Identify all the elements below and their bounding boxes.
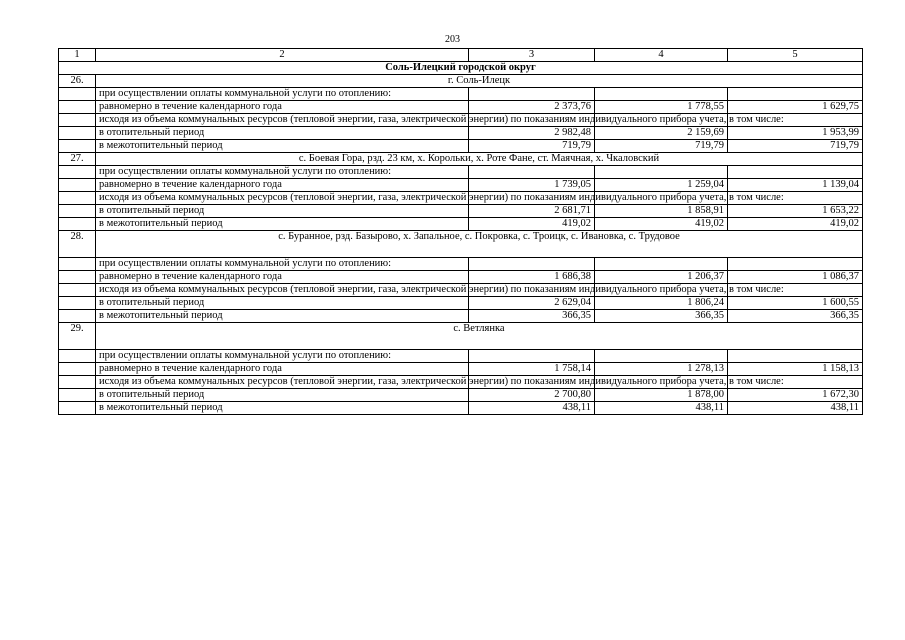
column-header: 4 <box>595 49 728 62</box>
section-number: 28. <box>59 231 96 258</box>
interheating-row <box>59 140 863 153</box>
section-number: 26. <box>59 75 96 88</box>
heading-row <box>59 258 863 271</box>
uniform-row <box>59 271 863 284</box>
meter-label: исходя из объема коммунальных ресурсов (тепловой энергии, газа, электрической энергии) по показаниям индивидуального прибора учета, в том числе: <box>96 192 469 205</box>
section-title-row <box>59 323 863 350</box>
payment-heading: при осуществлении оплаты коммунальной услуги по отоплению: <box>96 258 469 271</box>
meter-label: исходя из объема коммунальных ресурсов (тепловой энергии, газа, электрической энергии) по показаниям индивидуального прибора учета, в том числе: <box>96 376 469 389</box>
heating-row <box>59 205 863 218</box>
value-cell: 1 739,05 <box>469 179 595 192</box>
value-cell: 719,79 <box>728 140 863 153</box>
meter-label: исходя из объема коммунальных ресурсов (тепловой энергии, газа, электрической энергии) по показаниям индивидуального прибора учета, в том числе: <box>96 114 469 127</box>
heading-row <box>59 166 863 179</box>
value-cell: 2 700,80 <box>469 389 595 402</box>
section-number: 29. <box>59 323 96 350</box>
settlement-name: с. Ветлянка <box>96 323 863 350</box>
column-header: 5 <box>728 49 863 62</box>
page-number: 203 <box>445 34 460 45</box>
payment-heading: при осуществлении оплаты коммунальной услуги по отоплению: <box>96 166 469 179</box>
meter-row <box>59 192 863 205</box>
interheating-label: в межотопительный период <box>96 218 469 231</box>
section-title-row <box>59 153 863 166</box>
column-number-row <box>59 49 863 62</box>
interheating-label: в межотопительный период <box>96 402 469 415</box>
value-cell: 366,35 <box>469 310 595 323</box>
interheating-row <box>59 218 863 231</box>
interheating-row <box>59 310 863 323</box>
section-title-row <box>59 75 863 88</box>
column-header: 2 <box>96 49 469 62</box>
interheating-row <box>59 402 863 415</box>
value-cell: 419,02 <box>595 218 728 231</box>
heating-row <box>59 389 863 402</box>
value-cell: 1 672,30 <box>728 389 863 402</box>
value-cell: 438,11 <box>728 402 863 415</box>
uniform-row <box>59 363 863 376</box>
uniform-label: равномерно в течение календарного года <box>96 271 469 284</box>
payment-heading: при осуществлении оплаты коммунальной услуги по отоплению: <box>96 88 469 101</box>
value-cell: 1 758,14 <box>469 363 595 376</box>
meter-label: исходя из объема коммунальных ресурсов (тепловой энергии, газа, электрической энергии) по показаниям индивидуального прибора учета, в том числе: <box>96 284 469 297</box>
column-header: 1 <box>59 49 96 62</box>
value-cell: 1 259,04 <box>595 179 728 192</box>
value-cell: 2 681,71 <box>469 205 595 218</box>
value-cell: 1 086,37 <box>728 271 863 284</box>
uniform-label: равномерно в течение календарного года <box>96 179 469 192</box>
region-title: Соль-Илецкий городской округ <box>59 62 863 75</box>
section-title-row <box>59 231 863 258</box>
value-cell: 419,02 <box>469 218 595 231</box>
value-cell: 366,35 <box>728 310 863 323</box>
value-cell: 1 158,13 <box>728 363 863 376</box>
heating-row <box>59 297 863 310</box>
heading-row <box>59 350 863 363</box>
value-cell: 366,35 <box>595 310 728 323</box>
uniform-label: равномерно в течение календарного года <box>96 363 469 376</box>
value-cell: 1 629,75 <box>728 101 863 114</box>
uniform-label: равномерно в течение календарного года <box>96 101 469 114</box>
value-cell: 1 653,22 <box>728 205 863 218</box>
settlement-name: с. Боевая Гора, рзд. 23 км, х. Корольки, х. Роте Фане, ст. Маячная, х. Чкаловский <box>96 153 863 166</box>
column-header: 3 <box>469 49 595 62</box>
value-cell: 2 159,69 <box>595 127 728 140</box>
heating-row <box>59 127 863 140</box>
value-cell: 2 629,04 <box>469 297 595 310</box>
value-cell: 1 953,99 <box>728 127 863 140</box>
heating-label: в отопительный период <box>96 205 469 218</box>
value-cell: 1 778,55 <box>595 101 728 114</box>
interheating-label: в межотопительный период <box>96 310 469 323</box>
heating-label: в отопительный период <box>96 127 469 140</box>
meter-row <box>59 114 863 127</box>
heating-label: в отопительный период <box>96 297 469 310</box>
heating-label: в отопительный период <box>96 389 469 402</box>
value-cell: 1 878,00 <box>595 389 728 402</box>
uniform-row <box>59 179 863 192</box>
value-cell: 438,11 <box>595 402 728 415</box>
value-cell: 2 982,48 <box>469 127 595 140</box>
settlement-name: с. Буранное, рзд. Базырово, х. Запальное, с. Покровка, с. Троицк, с. Ивановка, с. Трудовое <box>96 231 863 258</box>
payment-heading: при осуществлении оплаты коммунальной услуги по отоплению: <box>96 350 469 363</box>
region-row <box>59 62 863 75</box>
value-cell: 419,02 <box>728 218 863 231</box>
value-cell: 1 600,55 <box>728 297 863 310</box>
value-cell: 1 806,24 <box>595 297 728 310</box>
uniform-row <box>59 101 863 114</box>
value-cell: 719,79 <box>469 140 595 153</box>
value-cell: 1 278,13 <box>595 363 728 376</box>
value-cell: 1 858,91 <box>595 205 728 218</box>
value-cell: 1 206,37 <box>595 271 728 284</box>
settlement-name: г. Соль-Илецк <box>96 75 863 88</box>
tariff-table <box>58 48 863 415</box>
meter-row <box>59 376 863 389</box>
value-cell: 438,11 <box>469 402 595 415</box>
section-number: 27. <box>59 153 96 166</box>
meter-row <box>59 284 863 297</box>
heading-row <box>59 88 863 101</box>
value-cell: 1 139,04 <box>728 179 863 192</box>
value-cell: 719,79 <box>595 140 728 153</box>
value-cell: 2 373,76 <box>469 101 595 114</box>
value-cell: 1 686,38 <box>469 271 595 284</box>
interheating-label: в межотопительный период <box>96 140 469 153</box>
